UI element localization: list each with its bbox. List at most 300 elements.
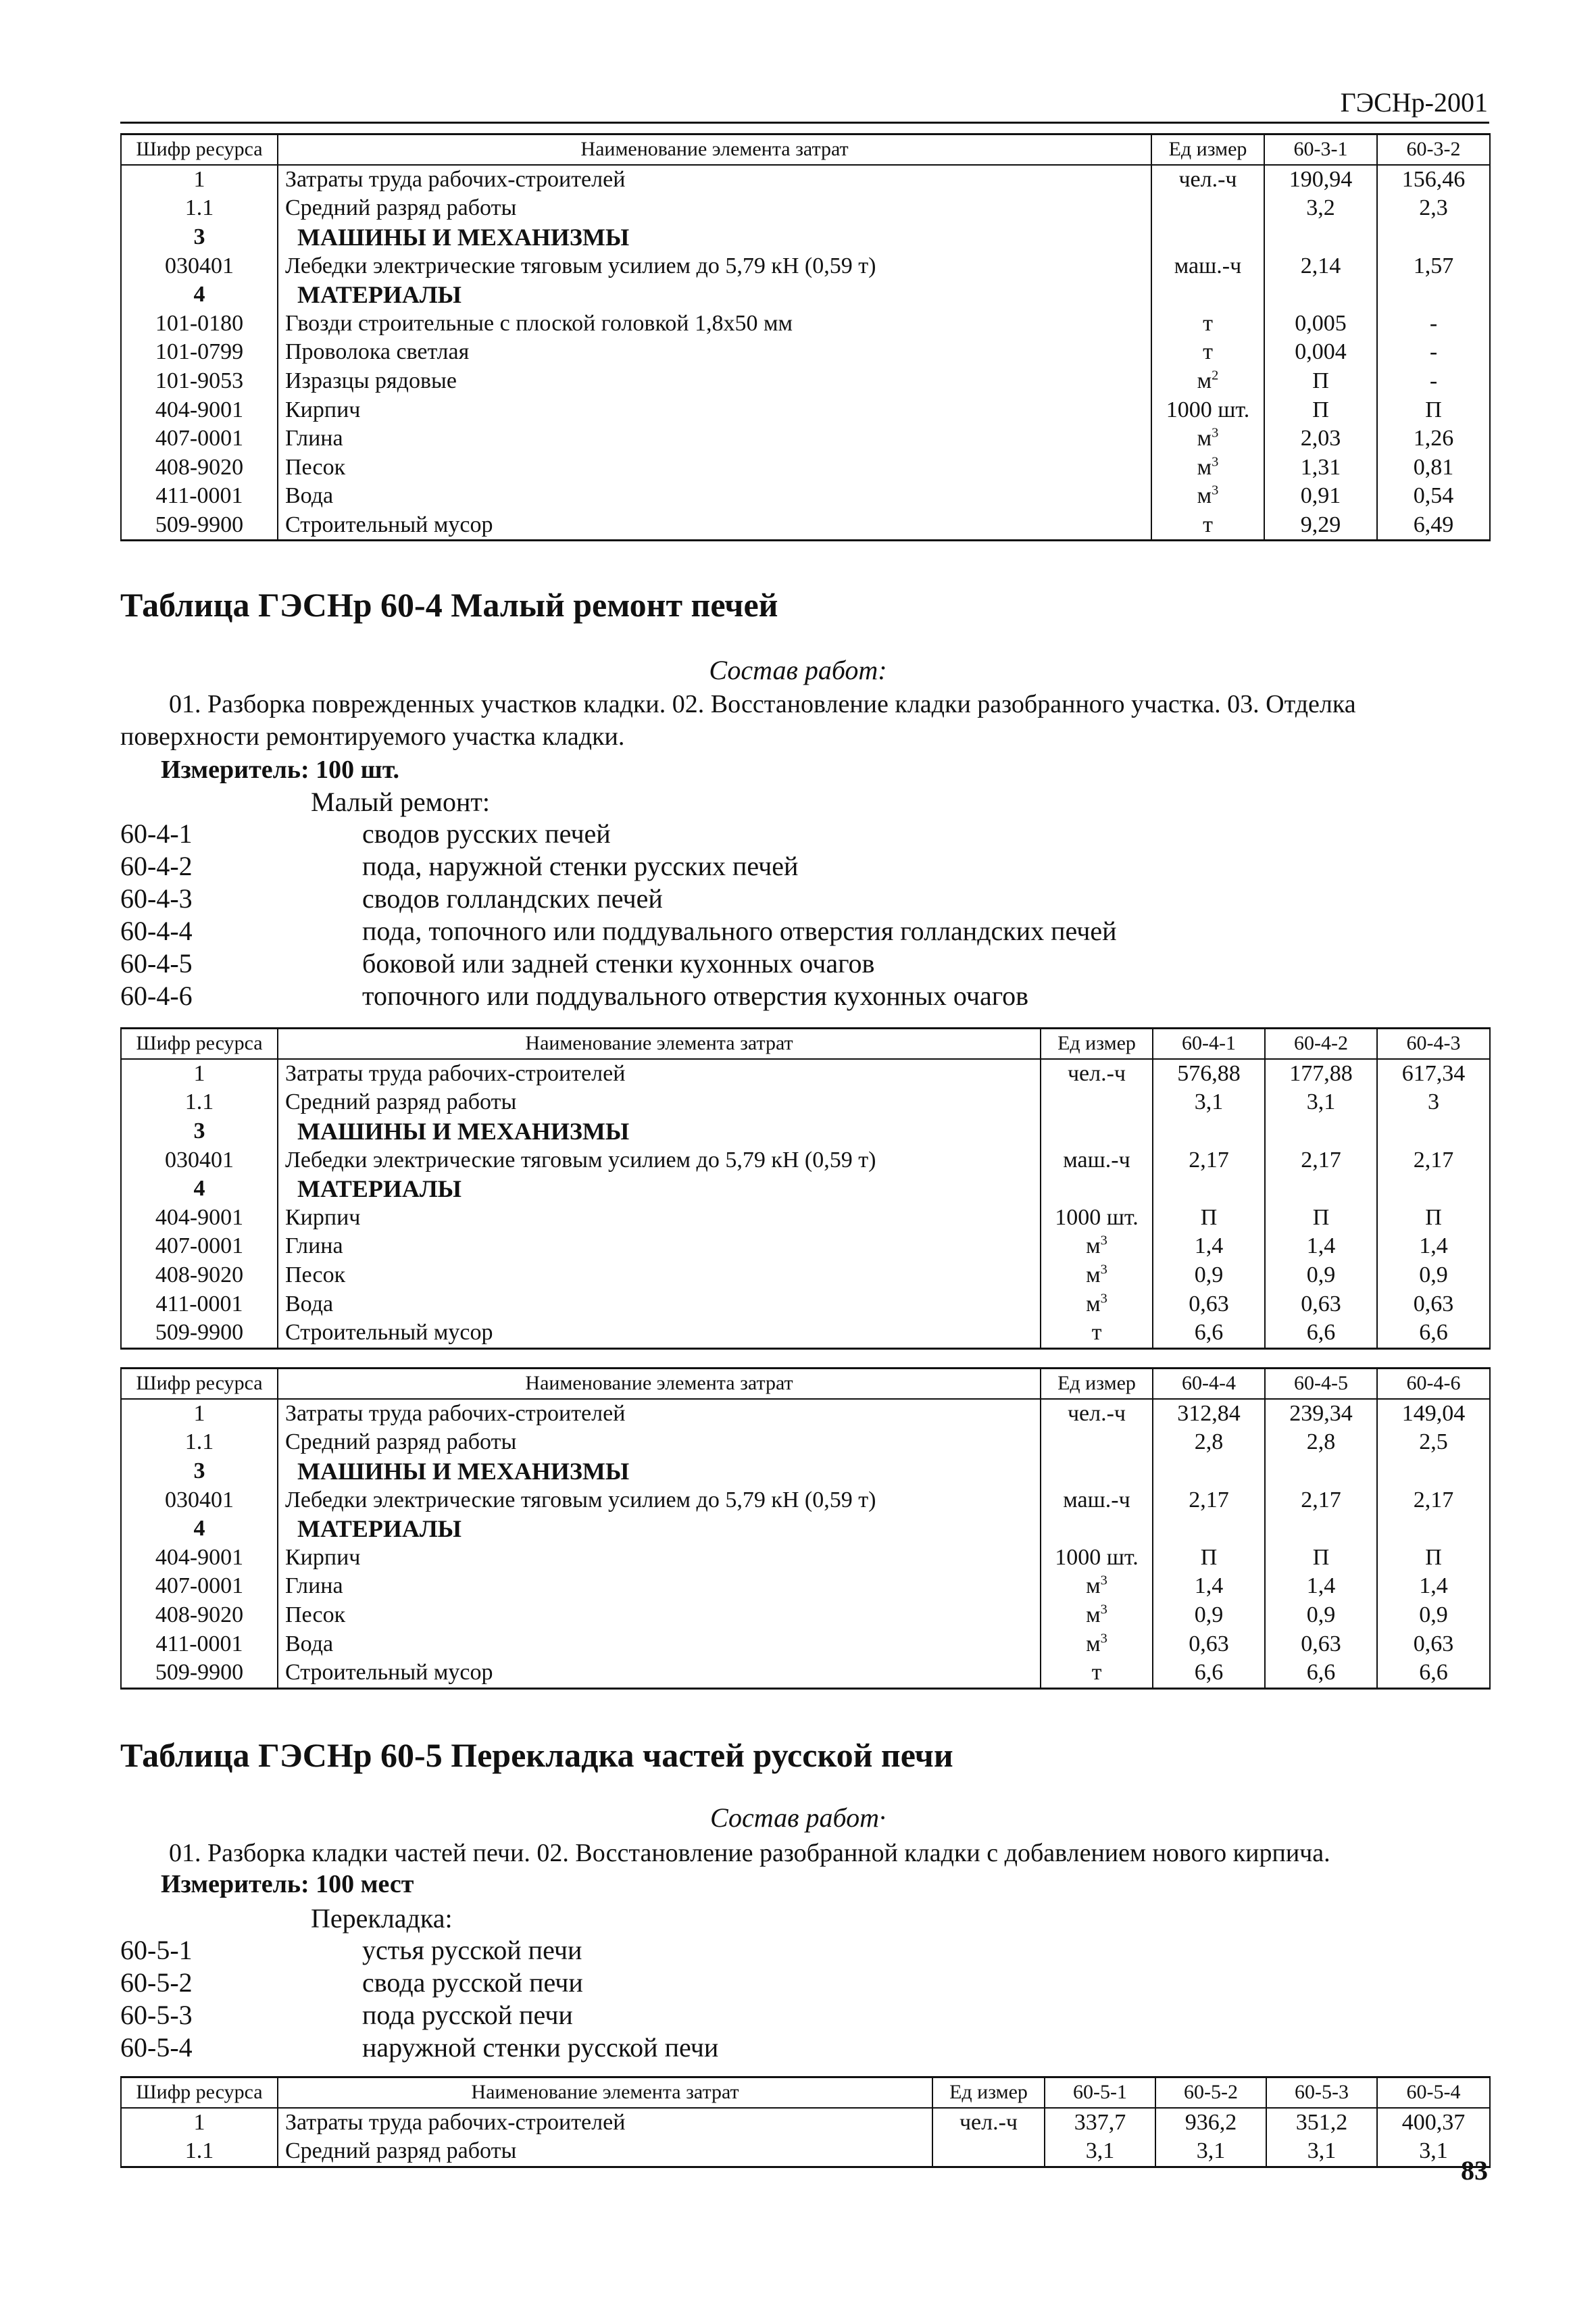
cost-element-name: Средний разряд работы (278, 194, 1151, 223)
work-description: наружной стенки русской печи (362, 2032, 719, 2063)
resource-code: 404-9001 (121, 395, 278, 424)
norm-value: 1,4 (1153, 1232, 1265, 1261)
resource-code: 407-0001 (121, 1572, 278, 1601)
column-header: Шифр ресурса (121, 2077, 278, 2108)
unit-exponent: 3 (1100, 1631, 1107, 1646)
resource-table-60-4-a (120, 1027, 1491, 1350)
unit-exponent: 3 (1100, 1262, 1107, 1277)
unit-cell (1041, 1175, 1153, 1204)
norm-value: 6,6 (1265, 1658, 1377, 1688)
work-item (120, 818, 1489, 850)
norm-value: 0,54 (1377, 482, 1490, 511)
table-row (121, 194, 1490, 223)
resource-table-60-3 (120, 133, 1491, 541)
norm-value: 312,84 (1153, 1399, 1265, 1429)
table-row (121, 511, 1490, 541)
column-header: Ед измер (932, 2077, 1045, 2108)
norm-value: - (1377, 367, 1490, 396)
work-code: 60-4-1 (120, 818, 193, 849)
resource-code: 4 (121, 280, 278, 310)
cost-element-name: МАТЕРИАЛЫ (278, 1515, 1041, 1544)
norm-value: 2,17 (1265, 1146, 1377, 1175)
cost-element-name: Строительный мусор (278, 511, 1151, 541)
norm-value: - (1377, 338, 1490, 367)
composition-text: 01. Разборка поврежденных участков кладки. 02. Восстановление кладки разобранного участка. 03. Отделка поверхности ремонтируемого участка кладки. (120, 690, 1356, 751)
cost-element-name: Песок (278, 1261, 1041, 1290)
unit-text: чел.-ч (1178, 166, 1237, 192)
table-row (121, 1204, 1490, 1233)
composition-text: 01. Разборка кладки частей печи. 02. Восстановление разобранной кладки с добавлением нового кирпича. (169, 1839, 1330, 1867)
norm-value: 2,5 (1377, 1428, 1490, 1457)
unit-cell (1041, 1544, 1153, 1573)
work-description: сводов голландских печей (362, 883, 663, 914)
norm-value: 0,9 (1265, 1601, 1377, 1630)
resource-code: 1.1 (121, 1088, 278, 1117)
cost-element-name: Гвозди строительные с плоской головкой 1,8х50 мм (278, 310, 1151, 339)
table-header-row (121, 1029, 1490, 1059)
norm-value: 239,34 (1265, 1399, 1377, 1429)
norm-value (1377, 1515, 1490, 1544)
work-item (120, 850, 1489, 883)
work-description: сводов русских печей (362, 818, 611, 849)
norm-value: 1,4 (1265, 1232, 1377, 1261)
unit-cell (1151, 310, 1264, 339)
resource-code: 509-9900 (121, 511, 278, 541)
unit-exponent: 3 (1212, 483, 1219, 499)
work-item (120, 980, 1489, 1012)
norm-value: 0,63 (1377, 1629, 1490, 1658)
column-header: 60-4-4 (1153, 1369, 1265, 1399)
unit-cell (1041, 1629, 1153, 1658)
norm-value: 2,17 (1153, 1146, 1265, 1175)
cost-element-name: Песок (278, 453, 1151, 483)
column-header: Шифр ресурса (121, 1029, 278, 1059)
norm-value: 156,46 (1377, 165, 1490, 195)
cost-element-name: МАШИНЫ И МЕХАНИЗМЫ (278, 223, 1151, 252)
norm-value: 2,03 (1264, 424, 1377, 453)
norm-value (1265, 1515, 1377, 1544)
column-header: Наименование элемента затрат (278, 2077, 932, 2108)
resource-code: 101-0799 (121, 338, 278, 367)
table-row (121, 1088, 1490, 1117)
cost-element-name: Изразцы рядовые (278, 367, 1151, 396)
norm-value (1264, 280, 1377, 310)
norm-value: П (1265, 1544, 1377, 1573)
table-row (121, 1399, 1490, 1429)
norm-value (1265, 1457, 1377, 1486)
cost-element-name: Средний разряд работы (278, 2137, 932, 2167)
resource-code: 407-0001 (121, 424, 278, 453)
page-number: 83 (1461, 2155, 1488, 2186)
work-description: пода, наружной стенки русских печей (362, 851, 799, 881)
norm-value: 0,9 (1377, 1601, 1490, 1630)
unit-cell (1151, 194, 1264, 223)
composition-title: Состав работ: (709, 655, 887, 685)
unit-cell (1041, 1485, 1153, 1515)
unit-cell (1041, 1117, 1153, 1146)
table-row (121, 2137, 1490, 2167)
column-header: Ед измер (1151, 134, 1264, 165)
resource-code: 030401 (121, 1146, 278, 1175)
norm-value: 0,63 (1377, 1289, 1490, 1319)
resource-code: 408-9020 (121, 1261, 278, 1290)
section-row (121, 1117, 1490, 1146)
unit-cell (1041, 1658, 1153, 1688)
unit-text: м (1086, 1631, 1101, 1656)
norm-value: 1,4 (1265, 1572, 1377, 1601)
norm-value (1377, 223, 1490, 252)
norm-value: П (1264, 367, 1377, 396)
work-code: 60-5-3 (120, 2000, 193, 2030)
work-code: 60-5-1 (120, 1935, 193, 1965)
work-code: 60-5-4 (120, 2032, 193, 2063)
norm-value: П (1377, 1544, 1490, 1573)
norm-value: П (1153, 1544, 1265, 1573)
norm-value (1377, 1117, 1490, 1146)
cost-element-name: Кирпич (278, 1544, 1041, 1573)
unit-text: маш.-ч (1174, 253, 1242, 278)
section-row (121, 1515, 1490, 1544)
table-header-row (121, 2077, 1490, 2108)
table-row (121, 1146, 1490, 1175)
unit-cell (1151, 424, 1264, 453)
norm-value: - (1377, 310, 1490, 339)
unit-cell (1041, 1289, 1153, 1319)
cost-element-name: Лебедки электрические тяговым усилием до 5,79 кН (0,59 т) (278, 1146, 1041, 1175)
unit-cell (1041, 1146, 1153, 1175)
table-row (121, 482, 1490, 511)
unit-text: т (1203, 339, 1213, 365)
column-header: 60-5-2 (1155, 2077, 1266, 2108)
cost-element-name: МАТЕРИАЛЫ (278, 1175, 1041, 1204)
norm-value: 1,4 (1377, 1232, 1490, 1261)
unit-cell (1151, 338, 1264, 367)
norm-value: 9,29 (1264, 511, 1377, 541)
unit-cell (1041, 1457, 1153, 1486)
work-description: пода, топочного или поддувального отверстия голландских печей (362, 916, 1117, 946)
norm-value: 3 (1377, 1088, 1490, 1117)
table-row (121, 251, 1490, 280)
resource-code: 030401 (121, 1485, 278, 1515)
norm-value: 3,1 (1266, 2137, 1377, 2167)
unit-text: маш.-ч (1063, 1487, 1130, 1512)
table-row (121, 1629, 1490, 1658)
norm-value (1377, 1175, 1490, 1204)
norm-value: 2,17 (1265, 1485, 1377, 1515)
unit-cell (1041, 1204, 1153, 1233)
column-header: Наименование элемента затрат (278, 1369, 1041, 1399)
composition-title: Состав работ· (710, 1802, 886, 1833)
norm-value (1265, 1117, 1377, 1146)
unit-text: т (1203, 512, 1213, 538)
table-row (121, 2108, 1490, 2138)
cost-element-name: Средний разряд работы (278, 1088, 1041, 1117)
unit-text: м (1086, 1291, 1101, 1316)
table-row (121, 1428, 1490, 1457)
norm-value: 0,9 (1377, 1261, 1490, 1290)
section-row (121, 280, 1490, 310)
norm-value: 617,34 (1377, 1059, 1490, 1089)
resource-code: 407-0001 (121, 1232, 278, 1261)
section-row (121, 1175, 1490, 1204)
column-header: 60-4-1 (1153, 1029, 1265, 1059)
work-item (120, 947, 1489, 980)
table-row (121, 1658, 1490, 1688)
work-code: 60-4-3 (120, 883, 193, 914)
unit-text: м (1197, 426, 1212, 451)
work-item (120, 2032, 1489, 2064)
norm-value: 0,9 (1153, 1601, 1265, 1630)
work-description: боковой или задней стенки кухонных очагов (362, 948, 875, 979)
cost-element-name: Лебедки электрические тяговым усилием до 5,79 кН (0,59 т) (278, 251, 1151, 280)
unit-cell (1151, 453, 1264, 483)
norm-value: 3,2 (1264, 194, 1377, 223)
unit-exponent: 3 (1100, 1233, 1107, 1249)
unit-cell (932, 2108, 1045, 2138)
work-item (120, 1934, 1489, 1967)
cost-element-name: Глина (278, 1572, 1041, 1601)
header-rule (120, 122, 1489, 124)
norm-value (1153, 1117, 1265, 1146)
unit-exponent: 2 (1212, 368, 1219, 383)
unit-exponent: 3 (1212, 454, 1219, 470)
table-row (121, 453, 1490, 483)
resource-code: 404-9001 (121, 1204, 278, 1233)
table-row (121, 424, 1490, 453)
table-row (121, 338, 1490, 367)
resource-code: 1.1 (121, 1428, 278, 1457)
norm-value: 0,9 (1153, 1261, 1265, 1290)
table-row (121, 1059, 1490, 1089)
norm-value: 6,6 (1153, 1658, 1265, 1688)
unit-cell (1151, 367, 1264, 396)
cost-element-name: Вода (278, 1289, 1041, 1319)
norm-value: 0,63 (1153, 1289, 1265, 1319)
norm-value: 6,49 (1377, 511, 1490, 541)
resource-code: 408-9020 (121, 1601, 278, 1630)
norm-value: 6,6 (1377, 1658, 1490, 1688)
norm-value: 3,1 (1377, 2137, 1490, 2167)
unit-cell (1151, 482, 1264, 511)
norm-value: 6,6 (1153, 1319, 1265, 1348)
works-list (120, 1934, 1489, 2064)
norm-value: П (1264, 395, 1377, 424)
norm-value (1153, 1457, 1265, 1486)
unit-text: т (1091, 1320, 1102, 1346)
resource-code: 509-9900 (121, 1319, 278, 1348)
table-row (121, 395, 1490, 424)
resource-code: 408-9020 (121, 453, 278, 483)
table-row (121, 1289, 1490, 1319)
resource-table-60-4-b (120, 1367, 1491, 1690)
cost-element-name: Затраты труда рабочих-строителей (278, 1059, 1041, 1089)
unit-cell (1041, 1088, 1153, 1117)
unit-cell (1041, 1399, 1153, 1429)
unit-text: м (1086, 1233, 1101, 1259)
table-row (121, 1544, 1490, 1573)
column-header: 60-4-5 (1265, 1369, 1377, 1399)
unit-cell (1041, 1261, 1153, 1290)
column-header: 60-4-3 (1377, 1029, 1490, 1059)
norm-value (1264, 223, 1377, 252)
table-header-row (121, 134, 1490, 165)
cost-element-name: Песок (278, 1601, 1041, 1630)
meter-line: Измеритель: 100 мест (161, 1870, 414, 1898)
table-row (121, 1485, 1490, 1515)
table-row (121, 1232, 1490, 1261)
cost-element-name: Строительный мусор (278, 1658, 1041, 1688)
unit-cell (1151, 511, 1264, 541)
cost-element-name: МАШИНЫ И МЕХАНИЗМЫ (278, 1117, 1041, 1146)
unit-text: м (1086, 1262, 1101, 1288)
unit-text: м (1197, 368, 1212, 394)
resource-code: 4 (121, 1515, 278, 1544)
column-header: Шифр ресурса (121, 1369, 278, 1399)
unit-text: м (1086, 1602, 1101, 1628)
cost-element-name: МАШИНЫ И МЕХАНИЗМЫ (278, 1457, 1041, 1486)
cost-element-name: Строительный мусор (278, 1319, 1041, 1348)
norm-value: 1,26 (1377, 424, 1490, 453)
cost-element-name: Кирпич (278, 1204, 1041, 1233)
unit-exponent: 3 (1100, 1291, 1107, 1306)
unit-text: маш.-ч (1063, 1147, 1130, 1173)
unit-text: м (1086, 1573, 1101, 1599)
norm-value: 3,1 (1153, 1088, 1265, 1117)
cost-element-name: Проволока светлая (278, 338, 1151, 367)
unit-text: т (1091, 1660, 1102, 1685)
unit-cell (1151, 251, 1264, 280)
resource-code: 411-0001 (121, 482, 278, 511)
works-list (120, 818, 1489, 1012)
table-row (121, 1572, 1490, 1601)
norm-value: 1,31 (1264, 453, 1377, 483)
unit-text: м (1197, 483, 1212, 509)
resource-code: 1 (121, 1059, 278, 1089)
work-item (120, 883, 1489, 915)
cost-element-name: Лебедки электрические тяговым усилием до 5,79 кН (0,59 т) (278, 1485, 1041, 1515)
column-header: Наименование элемента затрат (278, 1029, 1041, 1059)
norm-value: 2,3 (1377, 194, 1490, 223)
unit-text: 1000 шт. (1055, 1544, 1139, 1570)
norm-value: 0,004 (1264, 338, 1377, 367)
column-header: 60-4-2 (1265, 1029, 1377, 1059)
table-header-row (121, 1369, 1490, 1399)
norm-value: 351,2 (1266, 2108, 1377, 2138)
column-header: Ед измер (1041, 1369, 1153, 1399)
column-header: 60-3-2 (1377, 134, 1490, 165)
norm-value: 2,17 (1377, 1146, 1490, 1175)
unit-cell (1151, 395, 1264, 424)
norm-value: 3,1 (1045, 2137, 1155, 2167)
running-head: ГЭСНр-2001 (1340, 87, 1488, 118)
norm-value: 576,88 (1153, 1059, 1265, 1089)
section-title: Таблица ГЭСНр 60-4 Малый ремонт печей (120, 586, 778, 624)
norm-value: 6,6 (1377, 1319, 1490, 1348)
table-row (121, 1601, 1490, 1630)
norm-value: П (1377, 1204, 1490, 1233)
unit-text: чел.-ч (959, 2109, 1018, 2135)
column-header: 60-5-4 (1377, 2077, 1490, 2108)
unit-cell (1041, 1428, 1153, 1457)
cost-element-name: Затраты труда рабочих-строителей (278, 165, 1151, 195)
norm-value: 1,4 (1153, 1572, 1265, 1601)
unit-cell (1041, 1572, 1153, 1601)
resource-code: 101-0180 (121, 310, 278, 339)
meter-line: Измеритель: 100 шт. (161, 756, 400, 784)
resource-code: 411-0001 (121, 1629, 278, 1658)
work-item (120, 915, 1489, 947)
works-heading: Перекладка: (311, 1903, 453, 1934)
table-row (121, 1261, 1490, 1290)
work-description: устья русской печи (362, 1935, 582, 1965)
cost-element-name: МАТЕРИАЛЫ (278, 280, 1151, 310)
unit-cell (932, 2137, 1045, 2167)
unit-cell (1041, 1319, 1153, 1348)
resource-code: 1.1 (121, 194, 278, 223)
norm-value: 337,7 (1045, 2108, 1155, 2138)
norm-value: П (1153, 1204, 1265, 1233)
norm-value: 0,81 (1377, 453, 1490, 483)
column-header: Шифр ресурса (121, 134, 278, 165)
norm-value: 2,17 (1377, 1485, 1490, 1515)
unit-text: м (1197, 454, 1212, 480)
norm-value: 1,57 (1377, 251, 1490, 280)
column-header: 60-5-3 (1266, 2077, 1377, 2108)
work-code: 60-4-4 (120, 916, 193, 946)
section-title: Таблица ГЭСНр 60-5 Перекладка частей русской печи (120, 1736, 953, 1774)
cost-element-name: Затраты труда рабочих-строителей (278, 1399, 1041, 1429)
norm-value: 936,2 (1155, 2108, 1266, 2138)
work-item (120, 1967, 1489, 1999)
resource-code: 404-9001 (121, 1544, 278, 1573)
norm-value: 149,04 (1377, 1399, 1490, 1429)
norm-value (1377, 280, 1490, 310)
unit-cell (1041, 1232, 1153, 1261)
column-header: Наименование элемента затрат (278, 134, 1151, 165)
norm-value: 1,4 (1377, 1572, 1490, 1601)
cost-element-name: Средний разряд работы (278, 1428, 1041, 1457)
cost-element-name: Вода (278, 482, 1151, 511)
norm-value: 2,14 (1264, 251, 1377, 280)
resource-code: 509-9900 (121, 1658, 278, 1688)
cost-element-name: Затраты труда рабочих-строителей (278, 2108, 932, 2138)
unit-cell (1041, 1059, 1153, 1089)
table-row (121, 367, 1490, 396)
column-header: Ед измер (1041, 1029, 1153, 1059)
work-code: 60-4-6 (120, 981, 193, 1011)
norm-value: 0,91 (1264, 482, 1377, 511)
unit-exponent: 3 (1100, 1602, 1107, 1617)
norm-value: 2,8 (1265, 1428, 1377, 1457)
section-row (121, 1457, 1490, 1486)
column-header: 60-3-1 (1264, 134, 1377, 165)
work-code: 60-4-2 (120, 851, 193, 881)
norm-value: 0,63 (1153, 1629, 1265, 1658)
cost-element-name: Глина (278, 424, 1151, 453)
norm-value: 2,8 (1153, 1428, 1265, 1457)
norm-value: 0,9 (1265, 1261, 1377, 1290)
resource-code: 1 (121, 165, 278, 195)
norm-value (1153, 1515, 1265, 1544)
resource-code: 3 (121, 1117, 278, 1146)
norm-value (1153, 1175, 1265, 1204)
unit-cell (1151, 165, 1264, 195)
resource-code: 1 (121, 2108, 278, 2138)
norm-value: П (1377, 395, 1490, 424)
resource-code: 4 (121, 1175, 278, 1204)
cost-element-name: Кирпич (278, 395, 1151, 424)
norm-value: П (1265, 1204, 1377, 1233)
